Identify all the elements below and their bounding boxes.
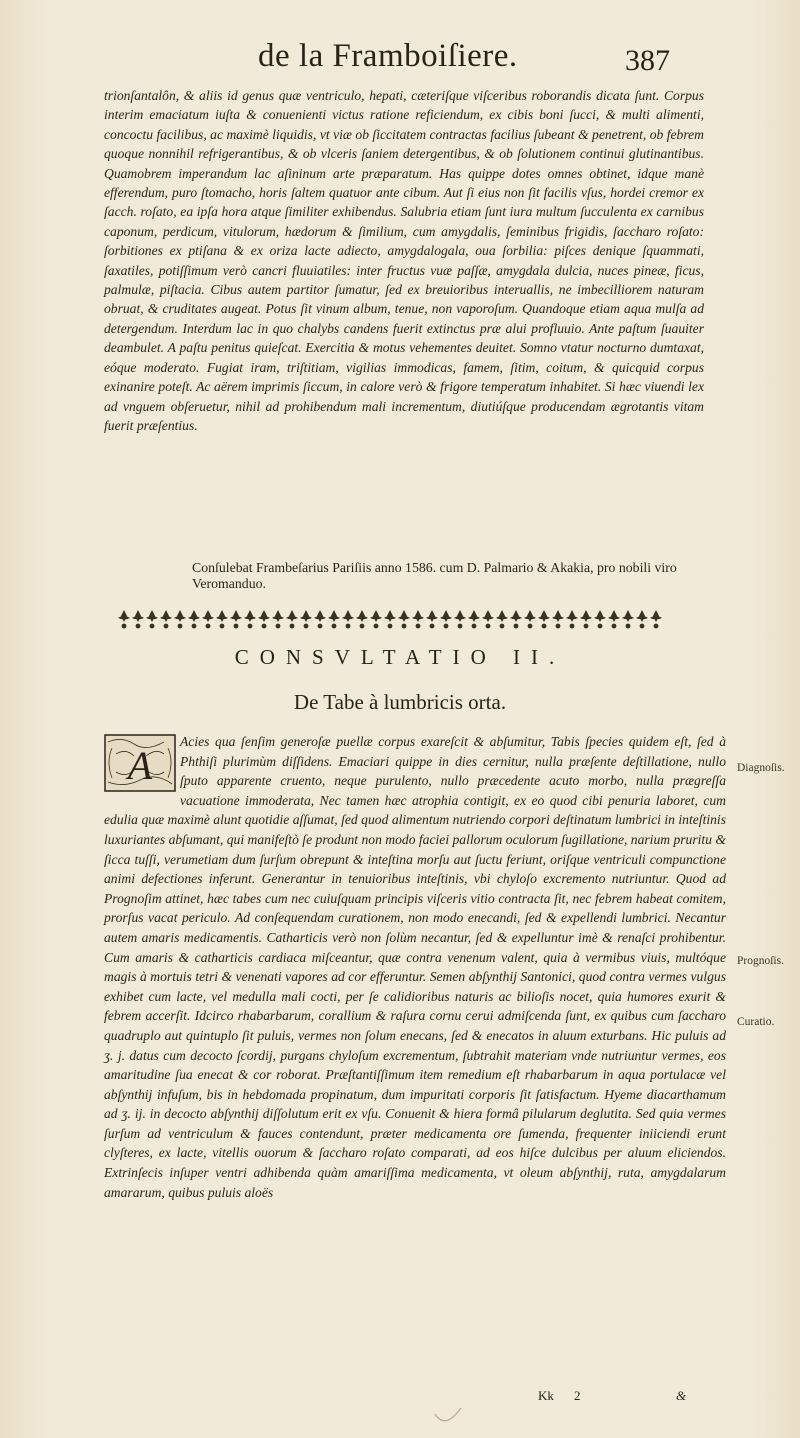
svg-text:A: A [127,743,153,788]
consultatio-ii-text: Acies qua ſenſim generoſæ puellæ corpus exareſcit & abſumitur, Tabis ſpecies quidem eſt, ſed à Phthiſi plurimùm diſſidens. Emaciari quippe in dies cernitur, nulla præſente deſtillatione, nullo ſputo apparente cruento, neque purulento, nullo præcedente acuto morbo, nulla prægreſſa vacuatione immoderata, Nec tamen hæc atrophia contigit, ex eo quod cibi penuria laboret, cum edulia quæ maximè alunt quotidie aſſumat, ſed quod alimentum nutriendo corpori deſtinatum lumbrici in inteſtinis luxuriantes abſumant, qui manifeſtò ſe produnt non modo faciei pallorum oculorum ſugillatione, narium pruritu & ſicca tuſſi, verumetiam dum ſurſum obrepunt & inteſtina morſu aut ſuctu feriunt, oriſque ventriculi compunctione animi defectiones inferunt. Generantur in tenuioribus inteſtinis, vbi chyloſo excremento nutriuntur. Quod ad Prognoſim attinet, hæc tabes cum nec cuiuſquam principis viſceris vitio contracta ſit, nec febrem habeat comitem, prorſus vacat periculo. Ad conſequendam curationem, non modo enecandi, ſed & expellendi lumbrici. Necantur autem amaris medicamentis. Catharticis verò non ſolùm necantur, ſed & expelluntur imè & renaſci prohibentur. Cum amaris & catharticis cardiaca miſceantur, quæ contra venenum valent, quia à vermibus viuis, multóque magis à mortuis tetri & venenati vapores ad cor efferuntur. Semen abſynthij Santonici, quod contra vermes vulgus exhibet cum lacte, vel medulla mali cocti, per ſe calidioribus naturis ac bilioſis nocet, quia humores exurit & febrem accerſit. Idcirco rhabarbarum, corallium & raſura cornu cerui admiſcenda ſunt, ex quibus cum ſaccharo quadruplo aut quintuplo ſit puluis, vermes non ſolum enecans, ſed & enecatos in aluum exturbans. Hic puluis ad ʒ. j. datus cum decocto ſcordij, purgans chyloſum excrementum, ſubtrahit materiam vnde nutriuntur vermes, eos amaritudine ſua enecat & cor roborat. Præſtantiſſimum item remedium eſt rhabarbarum in aqua portulacæ vel abſynthij infuſum, bis in hebdomada propinatum, dum impuritati corporis ſit ſatisfactum. Hyeme diacarthamum ad ʒ. ij. in decocto abſynthij diſſolutum erit ex vſu. Conuenit & hiera formâ pilularum deglutita. Sed quia vermes ſurſum ad ventriculum & fauces contendunt, præter medicamenta ore ſumenda, frequenter iniiciendi erunt clyſteres, ex lacte, vitellis ouorum & ſaccharo roſato comparati, ad eos hiſce dulcibus per aluum eliciendos. Extrinſecis inſuper ventri adhibenda quàm amariſſima medicamenta, vt oleum abſynthij, ruta, amygdalarum amararum, quibus puluis aloës [104,734,726,1200]
page-number: 387 [625,44,670,77]
signature-number: 2 [574,1388,581,1403]
margin-note-prognosis: Prognoſis. [737,955,784,967]
consultatio-ii-body [104,732,726,1202]
ink-mark-icon [433,1404,463,1432]
signature-mark: Kk [538,1388,554,1403]
ornament-band-icon [118,608,673,630]
running-title: de la Framboiſiere. [258,38,518,74]
margin-note-diagnosis: Diagnoſis. [737,762,785,774]
margin-note-curatio: Curatio. [737,1016,775,1028]
consultatio-i-body: trionſantalôn, & aliis id genus quæ ventriculo, hepati, cæteriſque viſceribus roborandis dicata ſunt. Corpus interim emaciatum iuſta & conuenienti victus ratione reficiendum, ex cibis boni ſucci, & multi alimenti, concoctu facilibus, ac maximè liquidis, vt viæ ob ſiccitatem contractas facilius ſubeant & penetrent, ob febrem quoque nonnihil refrigerantibus, & ob vlceris ſaniem detergentibus, & ob ſolutionem continui glutinantibus. Quamobrem imperandum lac aſininum arte præparatum. Has quippe dotes omnes obtinet, idque manè efferendum, puro ſtomacho, horis ſaltem quatuor ante cibum. Aut ſi eius non ſit facilis vſus, hordei cremor ex ſacch. roſato, ea ipſa hora atque ſimiliter exhibendus. Salubria etiam ſunt iura multum ſucculenta ex carnibus caponum, perdicum, vitulorum, hædorum & ſimilium, cum amygdalis, ſeminibus frigidis, ſaccharo roſato: ſorbitiones ex ptiſana & ex oriza lacte adiecto, amygdalogala, oua ſorbilia: piſces denique ſquammati, ſaxatiles, potiſſimum verò cancri fluuiatiles: inter fructus vuæ paſſæ, amygdala dulcia, nuces pineæ, ficus, palmulæ, piſtacia. Cibus autem partitor ſumatur, ſed ex breuioribus interuallis, ne imbecilliorem naturam obruat, & cruditates augeat. Potus ſit vinum album, tenue, non vaporoſum. Quandoque etiam aqua mulſa ad detergendum. Interdum lac in quo chalybs candens fuerit extinctus præ alui profluuio. Ante paſtum ſuauiter deambulet. A paſtu penitus quieſcat. Exercitia & motus vehementes deuitet. Somno vtatur nocturno dumtaxat, eóque moderato. Fugiat iram, triſtitiam, vigilias immodicas, famem, ſitim, coitum, & quicquid corpus exinanire poteſt. Ac aërem imprimis ſiccum, in calore verò & frigore temperatum inhabitet. Si hæc viuendi lex ad vnguem obſeruetur, nihil ad prohibendum mali incrementum, diutiúſque producendam ægrotantis vitam fuerit præſentius. [104,88,704,433]
consultatio-ii-heading: CONSVLTATIO II. [234,645,566,669]
consultatio-ii-subheading: De Tabe à lumbricis orta. [293,690,507,714]
page-footer [538,1388,718,1408]
page-header [0,38,800,88]
decorated-initial-icon [104,734,176,792]
consultation-note: Conſulebat Frambeſarius Pariſiis anno 1586. cum D. Palmario & Akakia, pro nobili viro Veromanduo. [192,560,677,591]
catchword: & [676,1388,687,1403]
